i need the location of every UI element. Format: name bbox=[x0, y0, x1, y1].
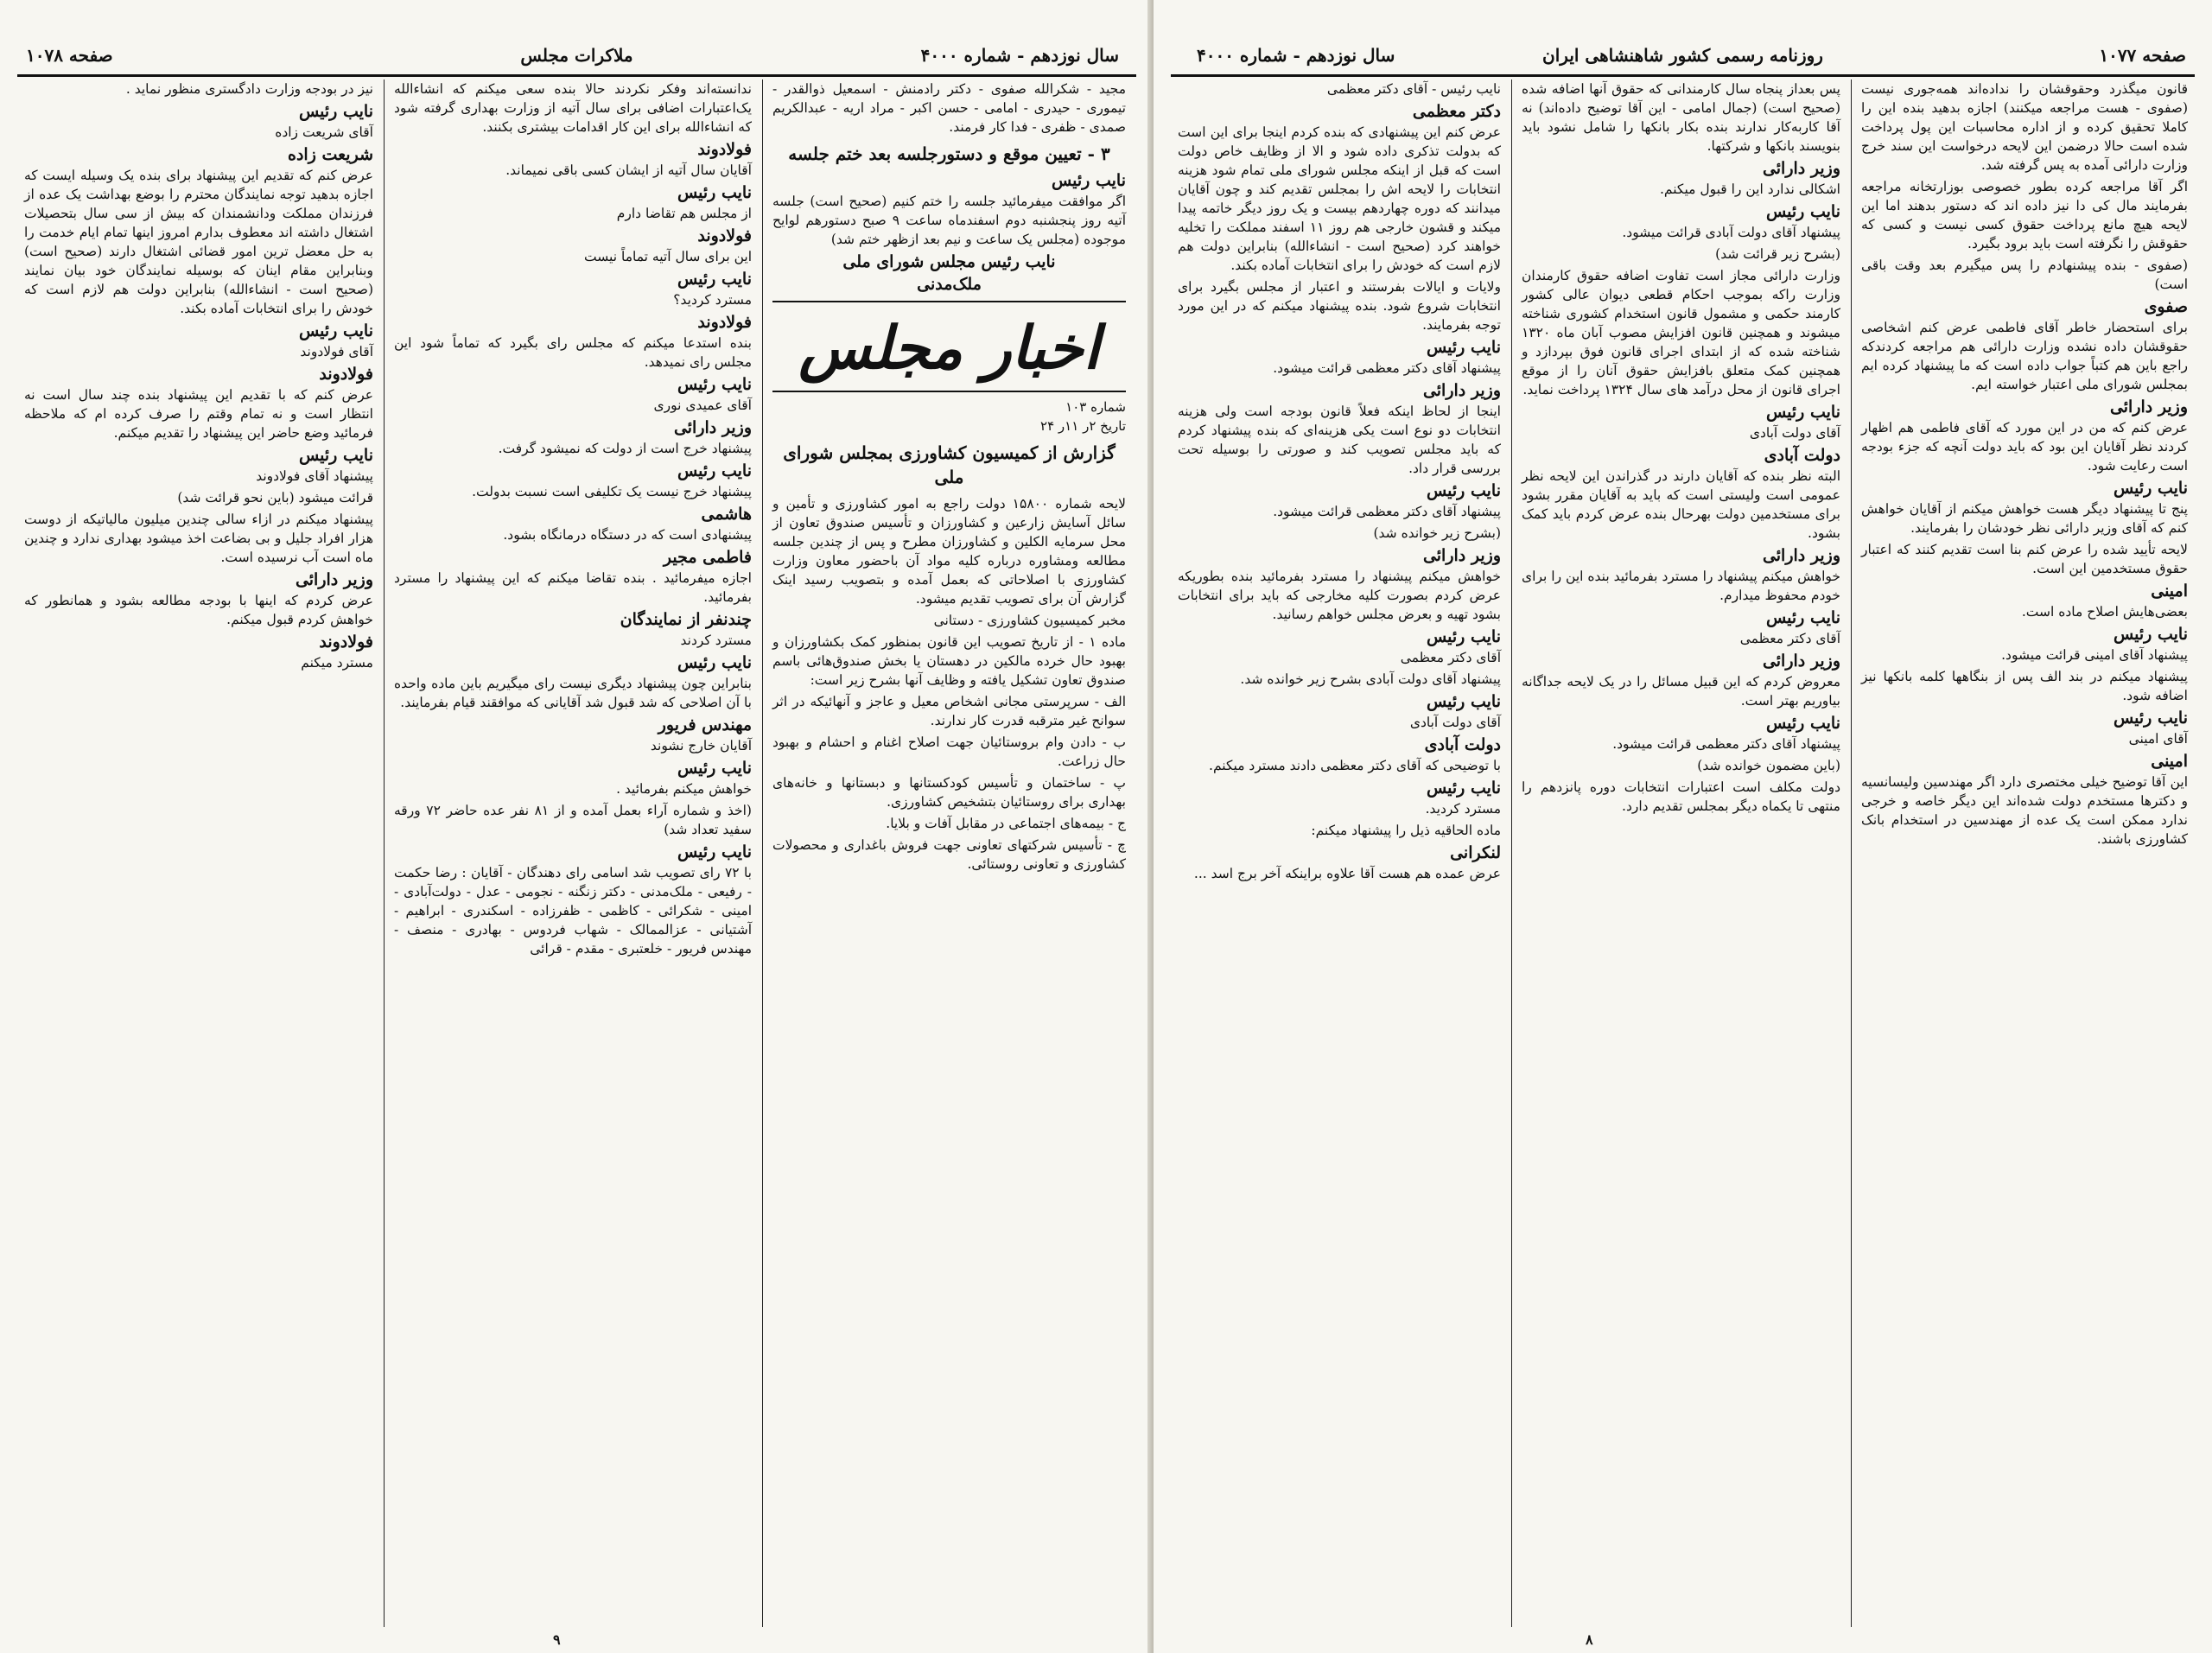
paragraph: عرض کنم که تقدیم این پیشنهاد برای بنده یک وسیله ایست که اجازه بدهید توجه نمایندگان محترم را بوضع بهداشت یک عده از فرزندان مملکت ودانشمندان که بیش از سی سال بتحصیلات اشتغال داشته اند معطوف بدارم امروز اینها تمام ایام خدمت را به حل معضل ترین امور قضائی اشتغال دارند (صحیح است) وبنابراین مقام اینان که بوسیله نمایندگان خود بیان نمایند (صحیح است - انشاءالله) بنابراین دولت هم لازم است که خودش را برای انتخابات آماده بکند. bbox=[24, 168, 373, 316]
section-heading: ۳ - تعیین موقع و دستورجلسه بعد ختم جلسه bbox=[788, 143, 1110, 164]
left-column-2 bbox=[387, 79, 759, 1627]
paragraph: خواهش میکنم پیشنهاد را مسترد بفرمائید بنده بطوریکه عرض کردم بصورت کلیه مخارجی که باید برای انتخابات بشود تهیه و بعرض مجلس خواهم رسانید. bbox=[1178, 569, 1501, 622]
paragraph: عرض کنم که با تقدیم این پیشنهاد بنده چند سال است نه انتظار است و نه تمام وقتم را صرف کرده ام که ملاحظه فرمائید وضع حاضر این پیشنهاد را تقدیم میکنم. bbox=[24, 387, 373, 441]
speaker-name: وزیر دارائی bbox=[1762, 546, 1840, 565]
paragraph: پیشنهاد آقای فولادوند bbox=[256, 468, 373, 484]
left-page-number: ۹ bbox=[553, 1631, 561, 1648]
issue-meta: تاریخ ۲ر ۱۱ر ۲۴ bbox=[1040, 418, 1126, 434]
paragraph: آقای دکتر معظمی bbox=[1400, 650, 1501, 665]
section-heading: گزارش از کمیسیون کشاورزی بمجلس شورای ملی bbox=[783, 442, 1116, 487]
left-column-1 bbox=[17, 79, 380, 1627]
speaker-name: فولادوند bbox=[697, 226, 752, 245]
paragraph: پیشنهاد آقای دولت آبادی قرائت میشود. bbox=[1622, 225, 1840, 240]
speaker-name: نایب رئیس bbox=[677, 653, 752, 672]
akhbar-majlis-masthead: اخبار مجلس bbox=[798, 314, 1100, 383]
paragraph: (بشرح زیر خوانده شد) bbox=[1373, 525, 1501, 541]
paragraph: آقای شریعت زاده bbox=[275, 124, 373, 140]
paragraph: مسترد میکنم bbox=[301, 655, 373, 671]
speaker-name: وزیر دارائی bbox=[1422, 546, 1501, 565]
paragraph: پیشنهاد آقای دکتر معظمی قرائت میشود. bbox=[1612, 736, 1840, 752]
speaker-name: نایب رئیس bbox=[2113, 479, 2188, 498]
paragraph: این برای سال آتیه تماماً نیست bbox=[584, 249, 752, 264]
speaker-name: دولت آبادی bbox=[1424, 735, 1501, 754]
speaker-name: نایب رئیس bbox=[677, 375, 752, 394]
speaker-name: مهندس فریور bbox=[658, 715, 752, 734]
paragraph: (بشرح زیر قرائت شد) bbox=[1715, 246, 1840, 262]
paragraph: پیشنهاد آقای امینی قرائت میشود. bbox=[2001, 647, 2188, 663]
paragraph: مخبر کمیسیون کشاورزی - دستانی bbox=[933, 613, 1126, 628]
speaker-name: نایب رئیس bbox=[2113, 709, 2188, 728]
speaker-name: دولت آبادی bbox=[1764, 446, 1840, 465]
paragraph: نیز در بودجه وزارت دادگستری منظور نماید . bbox=[125, 81, 373, 97]
speaker-name: نایب رئیس bbox=[1426, 779, 1501, 798]
speaker-name: وزیر دارائی bbox=[295, 570, 373, 589]
speaker-name: امینی bbox=[2151, 582, 2188, 601]
left-page-title: ملاکرات مجلس bbox=[520, 45, 633, 66]
right-page bbox=[1154, 0, 2212, 1653]
issue-meta: شماره ۱۰۳ bbox=[1065, 399, 1126, 415]
paragraph: ندانسته‌اند وفکر نکردند حالا بنده سعی میکنم که انشاءالله یک‌اعتبارات اضافی برای سال آتیه از وزارت بهداری گرفته شود که انشاءالله برای این کار اقدامات بیشتری بکنند. bbox=[394, 81, 752, 135]
speaker-name: نایب رئیس bbox=[677, 183, 752, 202]
paragraph: ماده ۱ - از تاریخ تصویب این قانون بمنظور کمک بکشاورزان و بهبود حال خرده مالکین در دهستان یا بخش صندوق‌هائی باسم صندوق تعاون تشکیل یافته و وظایف آنها بشرح زیر است: bbox=[772, 634, 1126, 688]
paragraph: عرض کردم که اینها با بودجه مطالعه بشود و همانطور که خواهش کردم قبول میکنم. bbox=[24, 593, 373, 627]
speaker-name: نایب رئیس bbox=[677, 759, 752, 778]
speaker-name: نایب رئیس bbox=[677, 270, 752, 289]
paragraph: پ - ساختمان و تأسیس کودکستانها و دبستانها و خانه‌های بهداری برای روستائیان بتشخیص کشاورزی. bbox=[772, 775, 1126, 810]
speaker-name: نایب رئیس bbox=[1765, 608, 1840, 627]
left-page-label: صفحه ۱۰۷۸ bbox=[26, 45, 113, 66]
speaker-name: فولادوند bbox=[697, 313, 752, 332]
paragraph: چ - تأسیس شرکتهای تعاونی جهت فروش باغداری و محصولات کشاورزی و تعاونی روستائی. bbox=[772, 837, 1126, 872]
paragraph: قرائت میشود (باین نحو قرائت شد) bbox=[177, 490, 373, 505]
right-column-3 bbox=[1854, 79, 2195, 1627]
paragraph: ج - بیمه‌های اجتماعی در مقابل آفات و بلایا. bbox=[886, 816, 1126, 831]
speaker-name: نایب رئیس bbox=[677, 461, 752, 480]
paragraph: مسترد کردید؟ bbox=[673, 292, 752, 308]
paragraph: پیشنهادی است که در دستگاه درمانگاه بشود. bbox=[503, 527, 752, 543]
paragraph: عرض کنم که من در این مورد که آقای فاطمی هم اظهار کردند نظر آقایان این بود که باید دولت آنچه که جزء بودجه است رعایت شود. bbox=[1861, 420, 2188, 474]
paragraph: بنابراین چون پیشنهاد دیگری نیست رای میگیریم باین ماده واحده با آن اصلاحی که شد قبول شد آقایانی که موافقند قیام بفرمایند. bbox=[394, 676, 752, 710]
speaker-name: امینی bbox=[2151, 752, 2188, 771]
speaker-name: نایب رئیس bbox=[1765, 403, 1840, 422]
paragraph: لایحه تأیید شده را عرض کنم بنا است تقدیم کنند که اعتبار حقوق مستخدمین این است. bbox=[1861, 542, 2188, 576]
speaker-name: شریعت زاده bbox=[288, 145, 373, 164]
speaker-name: نایب رئیس bbox=[298, 102, 373, 121]
speaker-name: نایب رئیس bbox=[2113, 625, 2188, 644]
speaker-name: نایب رئیس bbox=[298, 446, 373, 465]
paragraph: برای استحضار خاطر آقای فاطمی عرض کنم اشخاصی حقوقشان داده نشده وزارت دارائی هم مراجعه کردندکه راجع باین هم کتباً جواب داده است که ما پیشنهاد کرده ایم بمجلس شورای ملی اعتبار خواسته ایم. bbox=[1861, 320, 2188, 392]
paragraph: پیشنهاد آقای دکتر معظمی قرائت میشود. bbox=[1273, 360, 1501, 376]
paragraph: خواهش میکنم پیشنهاد را مسترد بفرمائید بنده این را برای خودم محفوظ میدارم. bbox=[1522, 569, 1840, 603]
paragraph: پیشنهاد میکنم در بند الف پس از بنگاهها کلمه بانکها نیز اضافه شود. bbox=[1861, 669, 2188, 703]
paragraph: عرض عمده هم هست آقا علاوه براینکه آخر برج اسد ... bbox=[1193, 866, 1501, 881]
paragraph: پیشنهاد خرج است از دولت که نمیشود گرفت. bbox=[498, 441, 752, 456]
column-rule bbox=[1511, 79, 1512, 1627]
paragraph: مسترد کردند bbox=[680, 633, 752, 648]
column-rule bbox=[384, 79, 385, 1627]
right-page-header bbox=[1171, 41, 2195, 77]
paragraph: پس بعداز پنجاه سال کارمندانی که حقوق آنها اضافه شده (صحیح است) (جمال امامی - این آقا توضیح داده‌اند) نه آقا کاربه‌کار ندارند بنده بکار بانکها را شامل نشود باید بنویسند بانکها و شرکتها. bbox=[1522, 81, 1840, 154]
speaker-name: هاشمی bbox=[701, 505, 752, 524]
speaker-name: فولادوند bbox=[319, 365, 373, 384]
right-issue-label: سال نوزدهم - شماره ۴۰۰۰ bbox=[1197, 45, 1395, 66]
speaker-name: وزیر دارائی bbox=[1762, 159, 1840, 178]
paragraph: آقای امینی bbox=[2128, 731, 2188, 747]
paragraph: آقای دولت آبادی bbox=[1749, 425, 1840, 441]
paragraph: الف - سرپرستی مجانی اشخاص معیل و عاجز و آنهائیکه در اثر سوانح غیر مترقبه قدرت کار ندارند. bbox=[772, 694, 1126, 728]
paragraph: پنج تا پیشنهاد دیگر هست خواهش میکنم از آقایان خواهش کنم که آقای وزیر دارائی نظر خودشان را بفرمایند. bbox=[1861, 501, 2188, 536]
paragraph: آقای عمیدی نوری bbox=[653, 397, 752, 413]
speaker-name: نایب رئیس bbox=[1426, 627, 1501, 646]
paragraph: اگر آقا مراجعه کرده بطور خصوصی بوزارتخانه مراجعه بفرمایند مال کی دا نیز داده اند که دستور بدهند اما این لایحه هیچ مانع پرداخت حقوق کسی نیست و کسی که حقوقش را نگرفته است باید برود بگیرد. bbox=[1861, 179, 2188, 251]
paragraph: پیشنهاد آقای دکتر معظمی قرائت میشود. bbox=[1273, 504, 1501, 519]
speaker-name: فولادوند bbox=[319, 633, 373, 652]
speaker-name: لنکرانی bbox=[1450, 843, 1501, 862]
paragraph: (اخذ و شماره آراء بعمل آمده و از ۸۱ نفر عده حاضر ۷۲ ورقه سفید تعداد شد) bbox=[394, 803, 752, 837]
paragraph: پیشنهاد آقای دولت آبادی بشرح زیر خوانده شد. bbox=[1240, 671, 1501, 687]
speaker-name: نایب رئیس bbox=[298, 321, 373, 340]
paragraph: بعضی‌هایش اصلاح ماده است. bbox=[2021, 604, 2188, 620]
paragraph: آقای فولادوند bbox=[300, 344, 373, 359]
right-page-label: صفحه ۱۰۷۷ bbox=[2099, 45, 2186, 66]
right-column-1 bbox=[1171, 79, 1508, 1627]
paragraph: پیشنهاد میکنم در ازاء سالی چندین میلیون مالیاتیکه از دوست هزار افراد جلیل و بی بضاعت اخذ میشود بهداری ندارد و چندین ماه است آب نرسیده است. bbox=[24, 512, 373, 565]
paragraph: ولایات و ایالات بفرستند و اعتبار از مجلس بگیرد برای انتخابات شروع شود. بنده پیشنهاد میکنم که در این مورد توجه بفرمایند. bbox=[1178, 279, 1501, 333]
paragraph: با توضیحی که آقای دکتر معظمی دادند مسترد میکنم. bbox=[1209, 758, 1501, 773]
paragraph: وزارت دارائی مجاز است تفاوت اضافه حقوق کارمندان وزارت راکه بموجب احکام قطعی دیوان عالی کشور کارمند حکمی و مشمول قانون استخدام کشوری شناخته میشوند و همچنین قانون افزایش مصوب آبان ماه ۱۳۲۰ شناخته شده که از ابتدای اجرای قانون فوق بپردازد و همچنین کمک متعلق بافزایش حقوق آنان را از موقع اجرای قانون از محل درآمد های سال ۱۳۲۴ پرداخت نماید. bbox=[1522, 268, 1840, 397]
column-rule bbox=[1851, 79, 1852, 1627]
paragraph: اگر موافقت میفرمائید جلسه را ختم کنیم (صحیح است) جلسه آتیه روز پنجشنبه دوم اسفندماه ساعت ۹ صبح دستورهم لوایح موجوده (مجلس یک ساعت و نیم بعد ازظهر ختم شد) bbox=[772, 194, 1127, 247]
paragraph: از مجلس هم تقاضا دارم bbox=[616, 206, 752, 221]
speaker-name: وزیر دارائی bbox=[1422, 381, 1501, 400]
paragraph: دولت مکلف است اعتبارات انتخابات دوره پانزدهم را منتهی تا یکماه دیگر بمجلس تقدیم دارد. bbox=[1522, 779, 1840, 814]
speaker-name: چندنفر از نمایندگان bbox=[620, 610, 752, 629]
paragraph: (باین مضمون خوانده شد) bbox=[1697, 758, 1840, 773]
masthead-box bbox=[772, 301, 1126, 392]
paragraph: این آقا توضیح خیلی مختصری دارد اگر مهندسین ولیسانسیه و دکترها مستخدم دولت شده‌اند این دیگر خاصه و خرجی ندارد ممکن است یک عده از مهندسین در استخدام بانک کشاورزی باشند. bbox=[1861, 774, 2188, 847]
paragraph: قانون میگذرد وحقوقشان را نداده‌اند همه‌جوری نیست (صفوی - هست مراجعه میکنند) اجازه بدهید بنده این را کاملا تحقیق کرده و از اداره محاسبات این پول پرداخت شده است حالا درضمن این لایحه درخواست این سند خرج وزارت دارائی آمده به پس گرفته شد. bbox=[1861, 81, 2188, 173]
speaker-name: نایب رئیس bbox=[677, 842, 752, 861]
paragraph: لایحه شماره ۱۵۸۰۰ دولت راجع به امور کشاورزی و تأمین و سائل آسایش زارعین و کشاورزان و تأسیس صندوق تعاون از محل سرمایه الکلین و کشاورزان مطرح و پس از چندین جلسه مطالعه ومشاوره درباره کلیه مواد آن باحضور معاون وزارت کشاورزی با اصلاحاتی که بعمل آمده و بتصویب رسید اینک گزارش آن برای تصویب تقدیم میشود. bbox=[772, 496, 1126, 607]
left-column-3 bbox=[766, 79, 1133, 1627]
column-rule bbox=[762, 79, 763, 1627]
speaker-name: وزیر دارائی bbox=[673, 418, 752, 437]
paragraph: با ۷۲ رای تصویب شد اسامی رای دهندگان - آقایان : رضا حکمت - رفیعی - ملک‌مدنی - دکتر زنگنه - نجومی - عدل - دولت‌آبادی - امینی - شکرائی - کاظمی - ظفرزاده - اسکندری - ابراهیم - آشتیانی - عزالممالک - شهاب فردوس - بهادری - منصف - مهندس فریور - خلعتبری - مقدم - قرائی bbox=[394, 865, 752, 957]
paragraph: معروض کردم که این قبیل مسائل را در یک لایحه جداگانه بیاوریم بهتر است. bbox=[1522, 674, 1840, 709]
paragraph: ب - دادن وام بروستائیان جهت اصلاح اغنام و احشام و بهبود حال زراعت. bbox=[772, 734, 1126, 769]
speaker-name: نایب رئیس bbox=[1765, 202, 1840, 221]
speaker-name: وزیر دارائی bbox=[2109, 397, 2188, 416]
paragraph: آقایان سال آتیه از ایشان کسی باقی نمیماند. bbox=[505, 162, 752, 178]
signature-line: نایب رئیس مجلس شورای ملی bbox=[842, 252, 1056, 271]
speaker-name: نایب رئیس bbox=[1765, 714, 1840, 733]
paragraph: آقای دولت آبادی bbox=[1409, 715, 1501, 730]
speaker-name: نایب رئیس bbox=[1426, 338, 1501, 357]
paragraph: نایب رئیس - آقای دکتر معظمی bbox=[1326, 81, 1501, 97]
speaker-name: نایب رئیس bbox=[1051, 171, 1126, 190]
speaker-name: دکتر معظمی bbox=[1412, 102, 1501, 121]
right-column-2 bbox=[1515, 79, 1847, 1627]
paragraph: اینجا از لحاظ اینکه فعلاً قانون بودجه است ولی هزینه انتخابات دو نوع است یکی هزینه‌ای که بنده پیشنهاد کردم که باید مجلس تصویب کند و صورتی را بوسیله تحت بررسی قرار داد. bbox=[1178, 404, 1501, 476]
paragraph: اجازه میفرمائید . بنده تقاضا میکنم که این پیشنهاد را مسترد بفرمائید. bbox=[394, 570, 752, 605]
paragraph: البته نظر بنده که آقایان دارند در گذراندن این لایحه نظر عمومی است ولیستی است که باید به آقایان مقرر بشود برای مستخدمین دولت بهرحال بنده عرض کردم باید کمک بشود. bbox=[1522, 468, 1840, 541]
speaker-name: صفوی bbox=[2144, 297, 2188, 316]
signature-line: ملک‌مدنی bbox=[917, 275, 982, 294]
paragraph: آقایان خارج نشوند bbox=[650, 738, 752, 753]
right-page-title: روزنامه رسمی کشور شاهنشاهی ایران bbox=[1542, 45, 1823, 66]
paragraph: ماده الحاقیه ذیل را پیشنهاد میکنم: bbox=[1311, 823, 1501, 838]
paragraph: عرض کنم این پیشنهادی که بنده کردم اینجا برای این است که بدولت تذکری داده شود و الا از وظایف خاص دولت است که قبل از اینکه مجلس شورای ملی تمام شود هزینه انتخابات را لایحه اش را بمجلس تقدیم کند و چون آقایان میدانند که دوره چهاردهم بیست و یک روز دیگر خاتمه پیدا میکند و قشون خارجی هم روز ۱۱ اسفند مملکت را تخلیه خواهند کرد (صحیح است - انشاءالله) بنابراین دولت هم لازم است که خودش را برای انتخابات آماده بکند. bbox=[1178, 124, 1502, 273]
speaker-name: نایب رئیس bbox=[1426, 692, 1501, 711]
speaker-name: وزیر دارائی bbox=[1762, 652, 1840, 671]
paragraph: آقای دکتر معظمی bbox=[1739, 631, 1840, 646]
paragraph: پیشنهاد خرج نیست یک تکلیفی است نسبت بدولت. bbox=[472, 484, 752, 499]
speaker-name: فاطمی مجیر bbox=[663, 548, 752, 567]
speaker-name: نایب رئیس bbox=[1426, 481, 1501, 500]
left-page-header bbox=[17, 41, 1136, 77]
paragraph: اشکالی ندارد این را قبول میکنم. bbox=[1659, 181, 1840, 197]
paragraph: مجید - شکرالله صفوی - دکتر رادمنش - اسمعیل ذوالقدر - تیموری - حیدری - امامی - حسن اکبر - مراد اریه - عبدالکریم صمدی - ظفری - فدا کار فرمند. bbox=[772, 81, 1126, 135]
right-page-number: ۸ bbox=[1586, 1631, 1593, 1648]
left-issue-label: سال نوزدهم - شماره ۴۰۰۰ bbox=[920, 45, 1119, 66]
paragraph: بنده استدعا میکنم که مجلس رای بگیرد که تماماً شود این مجلس رای نمیدهد. bbox=[394, 335, 752, 370]
paragraph: (صفوی - بنده پیشنهادم را پس میگیرم بعد وقت باقی است) bbox=[1861, 257, 2188, 292]
paragraph: مسترد کردید. bbox=[1425, 801, 1501, 817]
paragraph: خواهش میکنم بفرمائید . bbox=[616, 781, 752, 797]
speaker-name: فولادوند bbox=[697, 140, 752, 159]
